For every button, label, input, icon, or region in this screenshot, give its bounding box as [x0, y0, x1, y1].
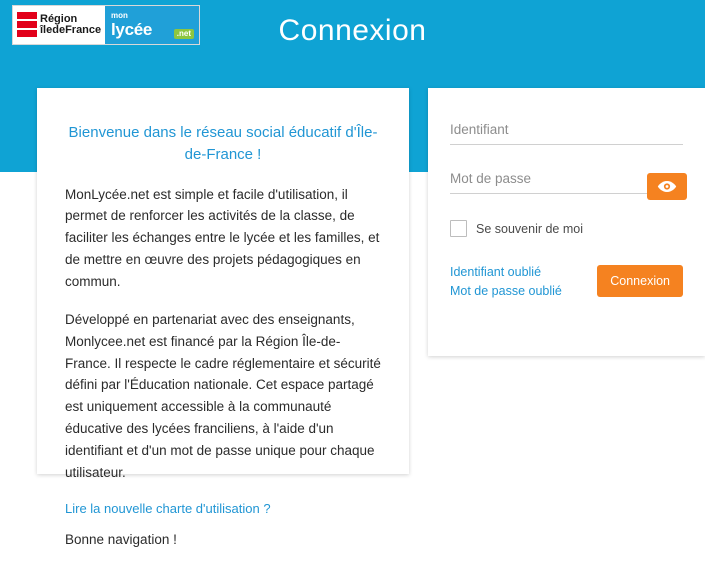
forgot-password-link[interactable]: Mot de passe oublié [450, 284, 562, 299]
identifiant-input[interactable] [450, 118, 683, 145]
closing-text: Bonne navigation ! [65, 531, 177, 547]
welcome-panel [37, 88, 409, 547]
charter-link[interactable]: Lire la nouvelle charte d'utilisation ? [65, 500, 271, 516]
login-panel [428, 88, 705, 356]
page-title: Connexion [278, 14, 427, 47]
welcome-paragraph-1: MonLycée.net est simple et facile d'utilisation, il permet de renforcer les activités de la classe, de faciliter les échanges entre le lycée et les familles, et de mettre en œuvre des projets pédagogiques en commun. [65, 186, 380, 289]
eye-icon [657, 180, 677, 193]
remember-me-row[interactable] [450, 220, 683, 237]
welcome-heading: Bienvenue dans le réseau social éducatif d'Île-de-France ! [68, 124, 378, 163]
region-logo-line2: îledeFrance [40, 24, 102, 36]
remember-me-label: Se souvenir de moi [476, 221, 584, 236]
identifiant-field-wrapper [450, 118, 683, 145]
password-field-wrapper [450, 167, 683, 194]
forgot-identifiant-link[interactable]: Identifiant oublié [450, 265, 542, 279]
monlycee-logo-mon: mon [111, 11, 128, 20]
welcome-paragraph-2: Développé en partenariat avec des enseignants, Monlycee.net est financé par la Région Île-de-France. Il respecte le cadre réglementaire et sécurité défini par l'Éducation nationale. Cet espace partagé est uniquement accessible à la communauté éducative des lycées franciliens, à l'aide d'un identifiant et d'un mot de passe unique pour chaque utilisateur. [65, 311, 381, 480]
remember-me-checkbox[interactable] [450, 220, 467, 237]
region-logo-line1: Région [40, 12, 78, 25]
monlycee-logo-net: .net [174, 29, 194, 39]
monlycee-logo-lycee: lycée [111, 20, 153, 39]
login-actions-row [450, 263, 683, 302]
recovery-links [450, 263, 562, 302]
show-password-button[interactable] [647, 173, 687, 200]
login-submit-button[interactable]: Connexion [597, 265, 683, 297]
